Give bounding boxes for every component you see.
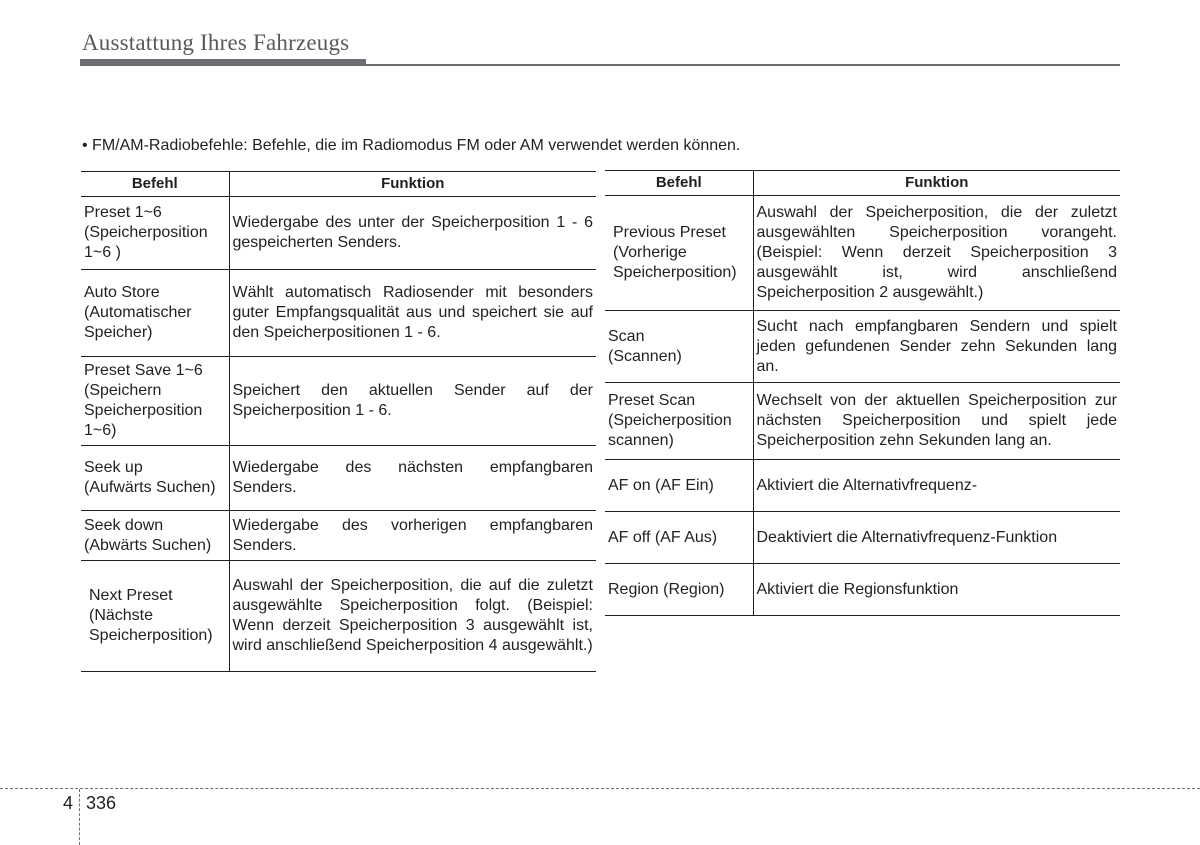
command-translation: (Speichern: [84, 382, 162, 399]
table-row: [81, 511, 596, 561]
table-row: [605, 196, 1120, 311]
table-row: [81, 446, 596, 511]
command-translation: (Nächste: [89, 607, 154, 624]
command-cell: [605, 512, 753, 564]
table-row: [605, 383, 1120, 460]
command-cell: [605, 460, 753, 512]
command-translation: Speicherposition): [613, 264, 737, 281]
command-table-right: [605, 170, 1120, 616]
command-translation: (Aufwärts Suchen): [84, 479, 216, 496]
command-cell: [81, 357, 229, 446]
command-translation: 1~6): [84, 422, 117, 439]
chapter-title: Ausstattung Ihres Fahrzeugs: [82, 30, 350, 55]
command-cell: [605, 311, 753, 383]
command-cell: [81, 197, 229, 270]
column-header-befehl: Befehl: [81, 172, 229, 197]
function-cell: Wiedergabe des vorherigen empfangbaren Senders.: [229, 511, 596, 561]
command-name: Scan: [608, 327, 645, 345]
table-row: [605, 512, 1120, 564]
command-translation: (Automatischer: [84, 304, 192, 321]
column-header-funktion: Funktion: [229, 172, 596, 197]
command-name: Previous Preset: [613, 224, 726, 241]
command-cell: [81, 561, 229, 672]
intro-text: • FM/AM-Radiobefehle: Befehle, die im Radiomodus FM oder AM verwendet werden können.: [82, 137, 741, 154]
command-cell: [81, 446, 229, 511]
command-translation: 1~6 ): [84, 244, 121, 261]
command-translation: Speicher): [84, 324, 153, 341]
command-cell: [81, 511, 229, 561]
function-cell: Aktiviert die Alternativfrequenz-: [753, 460, 1120, 512]
command-translation: (Scannen): [608, 347, 682, 365]
table-row: [81, 561, 596, 672]
function-cell: Auswahl der Speicherposition, die der zuletzt ausgewählten Speicherposition vorangeht. (Beispiel: Wenn derzeit Speicherposition 3 ausgewählt ist, wird anschließend Speicherposition 2 ausgewählt.): [753, 196, 1120, 311]
command-cell: [605, 564, 753, 616]
column-header-befehl: Befehl: [605, 171, 753, 196]
command-name: Next Preset: [89, 587, 173, 604]
table-row: [81, 357, 596, 446]
function-cell: Wählt automatisch Radiosender mit besonders guter Empfangsqualität aus und speichert sie auf den Speicherpositionen 1 - 6.: [229, 270, 596, 357]
function-cell: Deaktiviert die Alternativfrequenz-Funktion: [753, 512, 1120, 564]
table-row: [605, 311, 1120, 383]
command-name: Preset 1~6: [84, 204, 162, 221]
command-name: AF on (AF Ein): [608, 476, 714, 494]
command-translation: scannen): [608, 432, 674, 449]
command-translation: Speicherposition: [84, 402, 203, 419]
function-cell: Aktiviert die Regionsfunktion: [753, 564, 1120, 616]
command-translation: (Abwärts Suchen): [84, 536, 212, 554]
function-cell: Wechselt von der aktuellen Speicherposition zur nächsten Speicherposition und spielt jede Speicherposition zehn Sekunden lang an.: [753, 383, 1120, 460]
header-rule-thin: [80, 64, 1120, 66]
command-name: Auto Store: [84, 284, 160, 301]
function-cell: Speichert den aktuellen Sender auf der Speicherposition 1 - 6.: [229, 357, 596, 446]
table-row: [81, 197, 596, 270]
function-cell: Auswahl der Speicherposition, die auf die zuletzt ausgewählte Speicherposition folgt. (Beispiel: Wenn derzeit Speicherposition 3 ausgewählt ist, wird anschließend Speicherposition 4 ausgewählt.): [229, 561, 596, 672]
command-name: Seek down: [84, 516, 164, 534]
footer-dashed-divider: [79, 789, 80, 845]
command-name: Seek up: [84, 459, 143, 476]
command-table-left: [81, 171, 596, 672]
command-cell: [605, 383, 753, 460]
command-name: Preset Scan: [608, 392, 696, 409]
command-translation: Speicherposition): [89, 627, 213, 644]
table-row: [81, 270, 596, 357]
function-cell: Sucht nach empfangbaren Sendern und spielt jeden gefundenen Sender zehn Sekunden lang an.: [753, 311, 1120, 383]
command-translation: (Speicherposition: [608, 412, 732, 429]
command-name: Preset Save 1~6: [84, 362, 203, 379]
command-name: AF off (AF Aus): [608, 528, 718, 546]
table-row: [605, 460, 1120, 512]
function-cell: Wiedergabe des unter der Speicherposition 1 - 6 gespeicherten Senders.: [229, 197, 596, 270]
command-cell: [81, 270, 229, 357]
column-header-funktion: Funktion: [753, 171, 1120, 196]
table-row: [605, 564, 1120, 616]
command-translation: (Vorherige: [613, 244, 687, 261]
footer-dashed-rule: [0, 788, 1200, 789]
page-number: 336: [86, 793, 117, 813]
command-translation: (Speicherposition: [84, 224, 208, 241]
function-cell: Wiedergabe des nächsten empfangbaren Senders.: [229, 446, 596, 511]
command-cell: [605, 196, 753, 311]
command-name: Region (Region): [608, 580, 725, 598]
chapter-number: 4: [63, 793, 74, 813]
